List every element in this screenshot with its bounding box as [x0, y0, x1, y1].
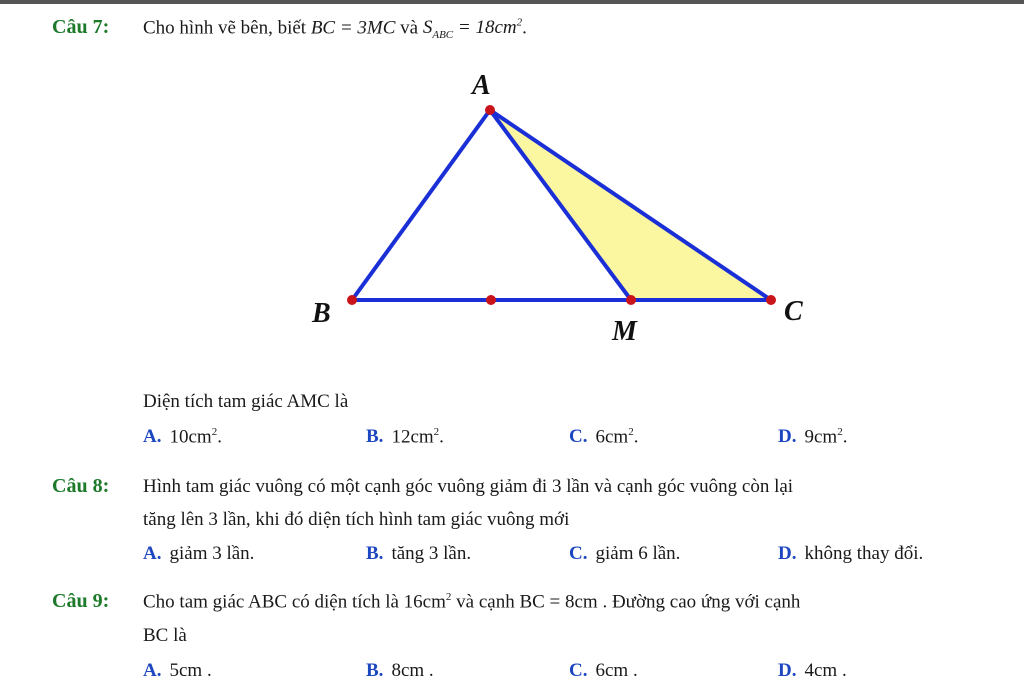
answer-value: không thay đổi. — [804, 543, 924, 564]
answer-value: tăng 3 lần. — [391, 543, 472, 564]
answer-letter: A. — [143, 543, 162, 564]
point-mid-bm — [486, 295, 496, 305]
q7-answer-a[interactable]: A. $10cm^2$. — [143, 426, 222, 448]
q9-answer-d[interactable] — [778, 660, 847, 682]
q7-answer-b[interactable]: B. $12cm^2$. — [366, 426, 444, 448]
answer-value: 8cm . — [391, 660, 434, 681]
q8-line1: Hình tam giác vuông có một cạnh góc vuông giảm đi 3 lần và cạnh góc vuông còn lại — [143, 476, 794, 497]
q7-prefix: Cho hình vẽ bên, biết — [143, 17, 307, 39]
q7-cond2: $S_{ABC} = 18cm^2$ — [422, 17, 523, 42]
answer-value: 12cm — [391, 426, 434, 448]
q9-answer-a[interactable] — [143, 660, 212, 682]
q8-line2: tăng lên 3 lần, khi đó diện tích hình tam giác vuông mới — [143, 509, 570, 530]
answer-letter: A. — [143, 426, 162, 448]
q8-label: Câu 8: — [52, 475, 110, 497]
point-m — [626, 295, 636, 305]
answer-value: 9cm — [804, 426, 838, 448]
answer-letter: A. — [143, 660, 162, 681]
q7-answer-d[interactable]: D. $9cm^2$. — [778, 426, 848, 448]
answer-letter: D. — [778, 543, 797, 564]
point-a — [485, 105, 495, 115]
point-b — [347, 295, 357, 305]
q9-line2: BC là — [143, 625, 187, 646]
answer-value: giảm 3 lần. — [169, 543, 255, 564]
q9-answer-b[interactable] — [366, 660, 434, 682]
answer-letter: C. — [569, 426, 588, 448]
answer-letter: B. — [366, 543, 384, 564]
answer-value: giảm 6 lần. — [595, 543, 681, 564]
q8-answer-c[interactable] — [569, 543, 680, 565]
top-border — [0, 0, 1024, 4]
edge-ab — [352, 110, 490, 300]
q7-cond1: BC = 3MC — [310, 17, 396, 39]
answer-letter: D. — [778, 426, 797, 448]
q7-answer-c[interactable]: C. $6cm^2$. — [569, 426, 639, 448]
q7-text — [143, 17, 527, 41]
point-c — [766, 295, 776, 305]
answer-letter: D. — [778, 660, 797, 681]
answer-value: 6cm . — [595, 660, 638, 681]
q8-answer-b[interactable] — [366, 543, 471, 565]
q7-end: . — [522, 17, 527, 39]
vertex-label-a: A — [472, 70, 491, 101]
q8-answer-a[interactable] — [143, 543, 254, 565]
q7-and: và — [400, 17, 419, 39]
answer-letter: B. — [366, 660, 384, 681]
q9-answer-c[interactable] — [569, 660, 638, 682]
vertex-label-m: M — [612, 316, 637, 347]
answer-value: 4cm . — [804, 660, 847, 681]
answer-letter: C. — [569, 543, 588, 564]
answer-value: 10cm — [169, 426, 212, 448]
answer-value: 5cm . — [169, 660, 212, 681]
q7-label: Câu 7: — [52, 16, 110, 38]
triangle-figure — [300, 60, 820, 360]
q9-line1: Cho tam giác ABC có diện tích là $16cm^2$ và cạnh BC = 8cm . Đường cao ứng với cạnh — [143, 591, 801, 613]
vertex-label-c: C — [784, 296, 803, 327]
answer-value: 6cm — [595, 426, 629, 448]
q7-question: Diện tích tam giác AMC là — [143, 391, 349, 412]
vertex-label-b: B — [312, 298, 331, 329]
answer-letter: B. — [366, 426, 384, 448]
answer-letter: C. — [569, 660, 588, 681]
q9-label: Câu 9: — [52, 590, 110, 612]
q8-answer-d[interactable] — [778, 543, 923, 565]
